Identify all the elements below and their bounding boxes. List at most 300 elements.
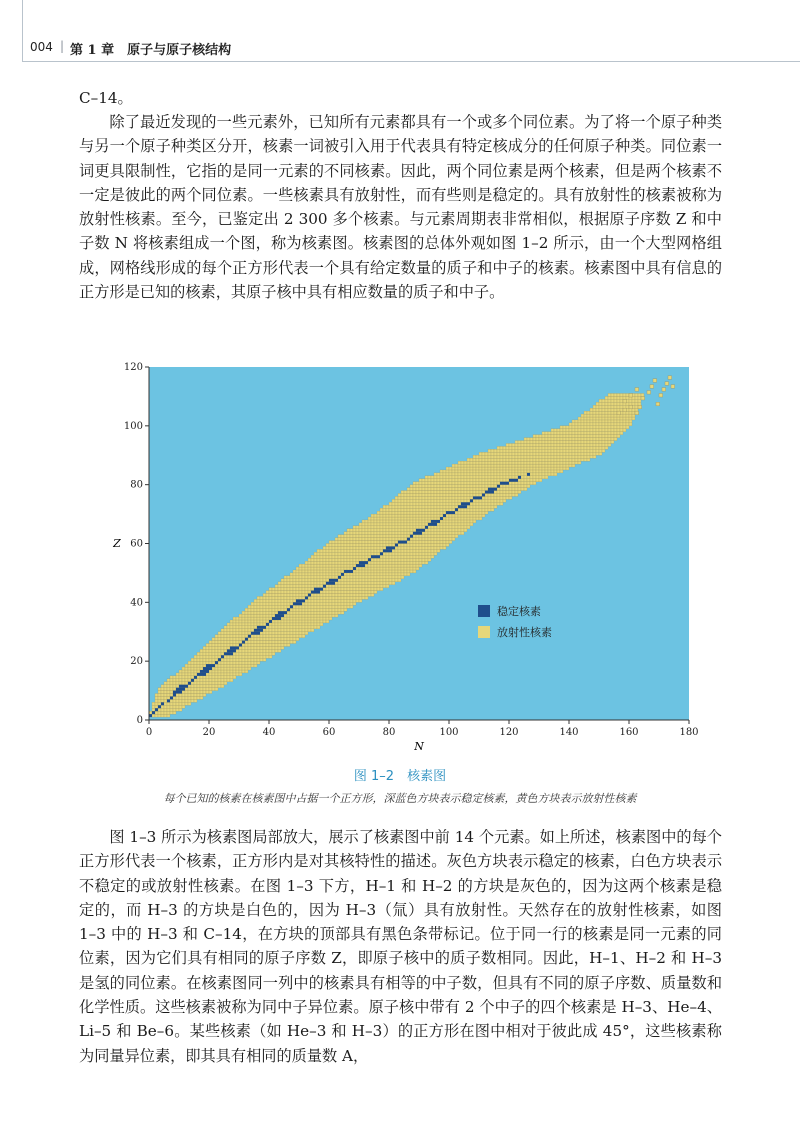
radioactive-nuclide-cell: [356, 558, 359, 561]
radioactive-nuclide-cell: [494, 485, 497, 488]
radioactive-nuclide-cell: [374, 523, 377, 526]
radioactive-nuclide-cell: [347, 605, 350, 608]
radioactive-nuclide-cell: [533, 473, 536, 476]
radioactive-nuclide-cell: [395, 538, 398, 541]
radioactive-nuclide-cell: [362, 585, 365, 588]
radioactive-nuclide-cell: [434, 505, 437, 508]
radioactive-nuclide-cell: [458, 529, 461, 532]
radioactive-nuclide-cell: [377, 567, 380, 570]
radioactive-nuclide-cell: [320, 608, 323, 611]
radioactive-nuclide-cell: [167, 705, 170, 708]
radioactive-nuclide-cell: [404, 538, 407, 541]
radioactive-nuclide-cell: [338, 535, 341, 538]
radioactive-nuclide-cell: [437, 511, 440, 514]
radioactive-nuclide-cell: [389, 502, 392, 505]
radioactive-nuclide-cell: [611, 393, 614, 396]
y-tick-label: 100: [123, 420, 143, 432]
radioactive-nuclide-cell: [479, 505, 482, 508]
radioactive-nuclide-cell: [458, 488, 461, 491]
radioactive-nuclide-cell: [422, 482, 425, 485]
radioactive-nuclide-cell: [293, 573, 296, 576]
radioactive-nuclide-cell: [443, 532, 446, 535]
radioactive-nuclide-cell: [437, 526, 440, 529]
radioactive-nuclide-cell: [563, 441, 566, 444]
radioactive-nuclide-cell: [524, 473, 527, 476]
radioactive-nuclide-cell: [401, 496, 404, 499]
radioactive-nuclide-cell: [356, 582, 359, 585]
radioactive-nuclide-cell: [635, 396, 638, 399]
radioactive-nuclide-cell: [245, 611, 248, 614]
radioactive-nuclide-cell: [284, 626, 287, 629]
radioactive-nuclide-cell: [437, 538, 440, 541]
radioactive-nuclide-cell: [605, 408, 608, 411]
radioactive-nuclide-cell: [377, 564, 380, 567]
x-tick-label: 140: [559, 727, 579, 738]
radioactive-nuclide-cell: [173, 705, 176, 708]
radioactive-nuclide-cell: [278, 635, 281, 638]
radioactive-nuclide-cell: [386, 570, 389, 573]
radioactive-nuclide-cell: [341, 555, 344, 558]
radioactive-nuclide-cell: [284, 596, 287, 599]
radioactive-nuclide-cell: [353, 594, 356, 597]
radioactive-nuclide-cell: [194, 655, 197, 658]
stable-nuclide-cell: [332, 582, 335, 585]
radioactive-nuclide-cell: [560, 452, 563, 455]
radioactive-nuclide-cell: [248, 652, 251, 655]
radioactive-nuclide-cell: [338, 599, 341, 602]
radioactive-nuclide-cell: [419, 505, 422, 508]
radioactive-nuclide-cell: [479, 458, 482, 461]
radioactive-nuclide-cell: [218, 682, 221, 685]
radioactive-nuclide-cell: [362, 532, 365, 535]
radioactive-nuclide-cell: [518, 446, 521, 449]
radioactive-nuclide-cell: [425, 549, 428, 552]
radioactive-nuclide-cell: [425, 520, 428, 523]
radioactive-nuclide-cell: [500, 491, 503, 494]
radioactive-nuclide-cell: [329, 564, 332, 567]
radioactive-nuclide-cell: [503, 485, 506, 488]
radioactive-nuclide-cell: [254, 652, 257, 655]
radioactive-nuclide-cell: [248, 617, 251, 620]
radioactive-nuclide-cell: [275, 596, 278, 599]
radioactive-nuclide-cell: [260, 655, 263, 658]
radioactive-nuclide-cell: [269, 608, 272, 611]
radioactive-nuclide-cell: [548, 452, 551, 455]
radioactive-nuclide-cell: [563, 426, 566, 429]
radioactive-nuclide-cell: [608, 420, 611, 423]
radioactive-nuclide-cell: [290, 588, 293, 591]
radioactive-nuclide-cell: [443, 544, 446, 547]
stable-nuclide-cell: [428, 523, 431, 526]
radioactive-nuclide-cell: [407, 552, 410, 555]
radioactive-nuclide-cell: [221, 664, 224, 667]
radioactive-nuclide-cell: [188, 676, 191, 679]
radioactive-nuclide-cell: [263, 599, 266, 602]
radioactive-nuclide-cell: [317, 570, 320, 573]
radioactive-nuclide-cell: [596, 449, 599, 452]
radioactive-nuclide-cell: [479, 491, 482, 494]
radioactive-nuclide-cell: [437, 523, 440, 526]
radioactive-nuclide-cell: [389, 517, 392, 520]
radioactive-nuclide-cell: [551, 464, 554, 467]
radioactive-nuclide-cell: [455, 470, 458, 473]
radioactive-nuclide-cell: [335, 570, 338, 573]
radioactive-nuclide-cell: [557, 470, 560, 473]
radioactive-nuclide-cell: [422, 532, 425, 535]
radioactive-nuclide-cell: [596, 429, 599, 432]
radioactive-nuclide-cell: [332, 573, 335, 576]
radioactive-nuclide-cell: [539, 458, 542, 461]
radioactive-nuclide-cell: [377, 582, 380, 585]
radioactive-nuclide-cell: [545, 473, 548, 476]
radioactive-nuclide-cell: [179, 682, 182, 685]
radioactive-nuclide-cell: [353, 564, 356, 567]
radioactive-nuclide-cell: [320, 579, 323, 582]
radioactive-nuclide-cell: [539, 461, 542, 464]
radioactive-nuclide-cell: [296, 626, 299, 629]
radioactive-nuclide-cell: [470, 476, 473, 479]
radioactive-nuclide-cell: [455, 467, 458, 470]
radioactive-nuclide-cell: [494, 464, 497, 467]
radioactive-nuclide-cell: [269, 596, 272, 599]
stable-nuclide-cell: [224, 652, 227, 655]
radioactive-nuclide-cell: [506, 485, 509, 488]
radioactive-nuclide-cell: [227, 661, 230, 664]
radioactive-nuclide-cell: [233, 626, 236, 629]
radioactive-nuclide-cell: [596, 423, 599, 426]
radioactive-nuclide-cell: [653, 379, 657, 383]
radioactive-nuclide-cell: [440, 499, 443, 502]
radioactive-nuclide-cell: [407, 544, 410, 547]
radioactive-nuclide-cell: [242, 632, 245, 635]
radioactive-nuclide-cell: [392, 520, 395, 523]
radioactive-nuclide-cell: [329, 573, 332, 576]
radioactive-nuclide-cell: [473, 491, 476, 494]
stable-nuclide-cell: [512, 479, 515, 482]
radioactive-nuclide-cell: [365, 532, 368, 535]
radioactive-nuclide-cell: [170, 694, 173, 697]
radioactive-nuclide-cell: [374, 561, 377, 564]
radioactive-nuclide-cell: [326, 614, 329, 617]
radioactive-nuclide-cell: [524, 479, 527, 482]
radioactive-nuclide-cell: [281, 646, 284, 649]
radioactive-nuclide-cell: [224, 632, 227, 635]
radioactive-nuclide-cell: [389, 579, 392, 582]
stable-nuclide-cell: [233, 646, 236, 649]
radioactive-nuclide-cell: [608, 426, 611, 429]
radioactive-nuclide-cell: [299, 570, 302, 573]
radioactive-nuclide-cell: [566, 449, 569, 452]
radioactive-nuclide-cell: [338, 602, 341, 605]
radioactive-nuclide-cell: [539, 441, 542, 444]
radioactive-nuclide-cell: [389, 526, 392, 529]
radioactive-nuclide-cell: [446, 514, 449, 517]
radioactive-nuclide-cell: [581, 443, 584, 446]
radioactive-nuclide-cell: [416, 488, 419, 491]
radioactive-nuclide-cell: [398, 496, 401, 499]
radioactive-nuclide-cell: [230, 620, 233, 623]
radioactive-nuclide-cell: [371, 520, 374, 523]
radioactive-nuclide-cell: [332, 614, 335, 617]
radioactive-nuclide-cell: [584, 435, 587, 438]
radioactive-nuclide-cell: [374, 520, 377, 523]
radioactive-nuclide-cell: [293, 620, 296, 623]
radioactive-nuclide-cell: [290, 638, 293, 641]
radioactive-nuclide-cell: [566, 458, 569, 461]
radioactive-nuclide-cell: [386, 544, 389, 547]
radioactive-nuclide-cell: [329, 555, 332, 558]
radioactive-nuclide-cell: [212, 649, 215, 652]
radioactive-nuclide-cell: [440, 520, 443, 523]
radioactive-nuclide-cell: [356, 573, 359, 576]
stable-nuclide-cell: [362, 564, 365, 567]
radioactive-nuclide-cell: [377, 558, 380, 561]
stable-nuclide-cell: [422, 529, 425, 532]
radioactive-nuclide-cell: [290, 608, 293, 611]
radioactive-nuclide-cell: [182, 696, 185, 699]
radioactive-nuclide-cell: [401, 532, 404, 535]
radioactive-nuclide-cell: [317, 582, 320, 585]
radioactive-nuclide-cell: [305, 608, 308, 611]
radioactive-nuclide-cell: [539, 449, 542, 452]
radioactive-nuclide-cell: [410, 538, 413, 541]
radioactive-nuclide-cell: [542, 446, 545, 449]
radioactive-nuclide-cell: [350, 599, 353, 602]
radioactive-nuclide-cell: [398, 558, 401, 561]
radioactive-nuclide-cell: [551, 435, 554, 438]
radioactive-nuclide-cell: [500, 467, 503, 470]
radioactive-nuclide-cell: [629, 405, 633, 409]
radioactive-nuclide-cell: [635, 388, 639, 392]
radioactive-nuclide-cell: [470, 508, 473, 511]
radioactive-nuclide-cell: [404, 567, 407, 570]
stable-nuclide-cell: [389, 546, 392, 549]
radioactive-nuclide-cell: [599, 426, 602, 429]
radioactive-nuclide-cell: [551, 452, 554, 455]
radioactive-nuclide-cell: [434, 496, 437, 499]
radioactive-nuclide-cell: [401, 517, 404, 520]
radioactive-nuclide-cell: [311, 599, 314, 602]
radioactive-nuclide-cell: [476, 517, 479, 520]
radioactive-nuclide-cell: [446, 493, 449, 496]
radioactive-nuclide-cell: [260, 623, 263, 626]
nuclide-chart: [95, 360, 705, 760]
radioactive-nuclide-cell: [359, 532, 362, 535]
radioactive-nuclide-cell: [602, 449, 605, 452]
radioactive-nuclide-cell: [617, 402, 620, 405]
radioactive-nuclide-cell: [389, 558, 392, 561]
radioactive-nuclide-cell: [380, 564, 383, 567]
radioactive-nuclide-cell: [452, 491, 455, 494]
radioactive-nuclide-cell: [584, 411, 587, 414]
radioactive-nuclide-cell: [431, 482, 434, 485]
radioactive-nuclide-cell: [593, 429, 596, 432]
radioactive-nuclide-cell: [377, 517, 380, 520]
radioactive-nuclide-cell: [446, 505, 449, 508]
radioactive-nuclide-cell: [425, 555, 428, 558]
radioactive-nuclide-cell: [344, 546, 347, 549]
radioactive-nuclide-cell: [458, 511, 461, 514]
radioactive-nuclide-cell: [380, 579, 383, 582]
radioactive-nuclide-cell: [299, 591, 302, 594]
radioactive-nuclide-cell: [296, 608, 299, 611]
radioactive-nuclide-cell: [551, 446, 554, 449]
stable-nuclide-cell: [197, 673, 200, 676]
stable-nuclide-cell: [392, 546, 395, 549]
radioactive-nuclide-cell: [299, 608, 302, 611]
radioactive-nuclide-cell: [446, 476, 449, 479]
radioactive-nuclide-cell: [344, 596, 347, 599]
radioactive-nuclide-cell: [428, 532, 431, 535]
radioactive-nuclide-cell: [293, 605, 296, 608]
radioactive-nuclide-cell: [404, 514, 407, 517]
radioactive-nuclide-cell: [365, 582, 368, 585]
radioactive-nuclide-cell: [584, 443, 587, 446]
radioactive-nuclide-cell: [185, 691, 188, 694]
radioactive-nuclide-cell: [464, 526, 467, 529]
radioactive-nuclide-cell: [197, 652, 200, 655]
radioactive-nuclide-cell: [323, 555, 326, 558]
radioactive-nuclide-cell: [623, 396, 626, 399]
radioactive-nuclide-cell: [197, 670, 200, 673]
radioactive-nuclide-cell: [380, 508, 383, 511]
radioactive-nuclide-cell: [332, 605, 335, 608]
radioactive-nuclide-cell: [608, 405, 611, 408]
radioactive-nuclide-cell: [374, 570, 377, 573]
radioactive-nuclide-cell: [437, 502, 440, 505]
radioactive-nuclide-cell: [554, 438, 557, 441]
radioactive-nuclide-cell: [434, 493, 437, 496]
radioactive-nuclide-cell: [596, 417, 599, 420]
radioactive-nuclide-cell: [284, 620, 287, 623]
radioactive-nuclide-cell: [191, 685, 194, 688]
radioactive-nuclide-cell: [323, 588, 326, 591]
radioactive-nuclide-cell: [218, 652, 221, 655]
radioactive-nuclide-cell: [575, 461, 578, 464]
radioactive-nuclide-cell: [413, 549, 416, 552]
radioactive-nuclide-cell: [272, 614, 275, 617]
radioactive-nuclide-cell: [362, 529, 365, 532]
radioactive-nuclide-cell: [266, 594, 269, 597]
radioactive-nuclide-cell: [389, 523, 392, 526]
radioactive-nuclide-cell: [425, 491, 428, 494]
radioactive-nuclide-cell: [464, 520, 467, 523]
radioactive-nuclide-cell: [374, 544, 377, 547]
radioactive-nuclide-cell: [413, 482, 416, 485]
radioactive-nuclide-cell: [404, 561, 407, 564]
radioactive-nuclide-cell: [443, 473, 446, 476]
radioactive-nuclide-cell: [419, 523, 422, 526]
radioactive-nuclide-cell: [479, 517, 482, 520]
radioactive-nuclide-cell: [572, 420, 575, 423]
radioactive-nuclide-cell: [212, 688, 215, 691]
radioactive-nuclide-cell: [335, 552, 338, 555]
radioactive-nuclide-cell: [602, 443, 605, 446]
radioactive-nuclide-cell: [299, 564, 302, 567]
stable-nuclide-cell: [320, 588, 323, 591]
radioactive-nuclide-cell: [578, 458, 581, 461]
radioactive-nuclide-cell: [578, 426, 581, 429]
radioactive-nuclide-cell: [596, 402, 599, 405]
radioactive-nuclide-cell: [587, 420, 590, 423]
radioactive-nuclide-cell: [416, 511, 419, 514]
radioactive-nuclide-cell: [395, 549, 398, 552]
radioactive-nuclide-cell: [386, 523, 389, 526]
radioactive-nuclide-cell: [212, 676, 215, 679]
radioactive-nuclide-cell: [356, 532, 359, 535]
radioactive-nuclide-cell: [407, 535, 410, 538]
radioactive-nuclide-cell: [326, 594, 329, 597]
radioactive-nuclide-cell: [548, 441, 551, 444]
radioactive-nuclide-cell: [632, 402, 635, 405]
radioactive-nuclide-cell: [470, 491, 473, 494]
radioactive-nuclide-cell: [401, 573, 404, 576]
radioactive-nuclide-cell: [344, 585, 347, 588]
radioactive-nuclide-cell: [344, 564, 347, 567]
radioactive-nuclide-cell: [299, 635, 302, 638]
radioactive-nuclide-cell: [566, 467, 569, 470]
radioactive-nuclide-cell: [416, 564, 419, 567]
radioactive-nuclide-cell: [251, 664, 254, 667]
radioactive-nuclide-cell: [458, 502, 461, 505]
radioactive-nuclide-cell: [419, 555, 422, 558]
radioactive-nuclide-cell: [368, 567, 371, 570]
radioactive-nuclide-cell: [344, 602, 347, 605]
radioactive-nuclide-cell: [497, 482, 500, 485]
radioactive-nuclide-cell: [491, 493, 494, 496]
radioactive-nuclide-cell: [437, 541, 440, 544]
radioactive-nuclide-cell: [221, 652, 224, 655]
radioactive-nuclide-cell: [524, 461, 527, 464]
radioactive-nuclide-cell: [605, 420, 608, 423]
radioactive-nuclide-cell: [533, 461, 536, 464]
stable-nuclide-cell: [335, 579, 338, 582]
radioactive-nuclide-cell: [569, 461, 572, 464]
radioactive-nuclide-cell: [248, 646, 251, 649]
radioactive-nuclide-cell: [401, 544, 404, 547]
radioactive-nuclide-cell: [185, 670, 188, 673]
radioactive-nuclide-cell: [191, 682, 194, 685]
radioactive-nuclide-cell: [449, 526, 452, 529]
radioactive-nuclide-cell: [371, 585, 374, 588]
radioactive-nuclide-cell: [416, 517, 419, 520]
radioactive-nuclide-cell: [476, 479, 479, 482]
radioactive-nuclide-cell: [434, 491, 437, 494]
radioactive-nuclide-cell: [290, 602, 293, 605]
radioactive-nuclide-cell: [239, 655, 242, 658]
radioactive-nuclide-cell: [515, 443, 518, 446]
stable-nuclide-cell: [179, 688, 182, 691]
radioactive-nuclide-cell: [449, 493, 452, 496]
radioactive-nuclide-cell: [164, 694, 167, 697]
radioactive-nuclide-cell: [230, 679, 233, 682]
radioactive-nuclide-cell: [572, 429, 575, 432]
radioactive-nuclide-cell: [200, 685, 203, 688]
radioactive-nuclide-cell: [440, 541, 443, 544]
radioactive-nuclide-cell: [242, 626, 245, 629]
radioactive-nuclide-cell: [176, 708, 179, 711]
radioactive-nuclide-cell: [332, 608, 335, 611]
radioactive-nuclide-cell: [395, 505, 398, 508]
radioactive-nuclide-cell: [278, 638, 281, 641]
radioactive-nuclide-cell: [179, 673, 182, 676]
radioactive-nuclide-cell: [455, 482, 458, 485]
radioactive-nuclide-cell: [491, 470, 494, 473]
radioactive-nuclide-cell: [359, 529, 362, 532]
radioactive-nuclide-cell: [605, 441, 608, 444]
radioactive-nuclide-cell: [545, 458, 548, 461]
radioactive-nuclide-cell: [569, 455, 572, 458]
